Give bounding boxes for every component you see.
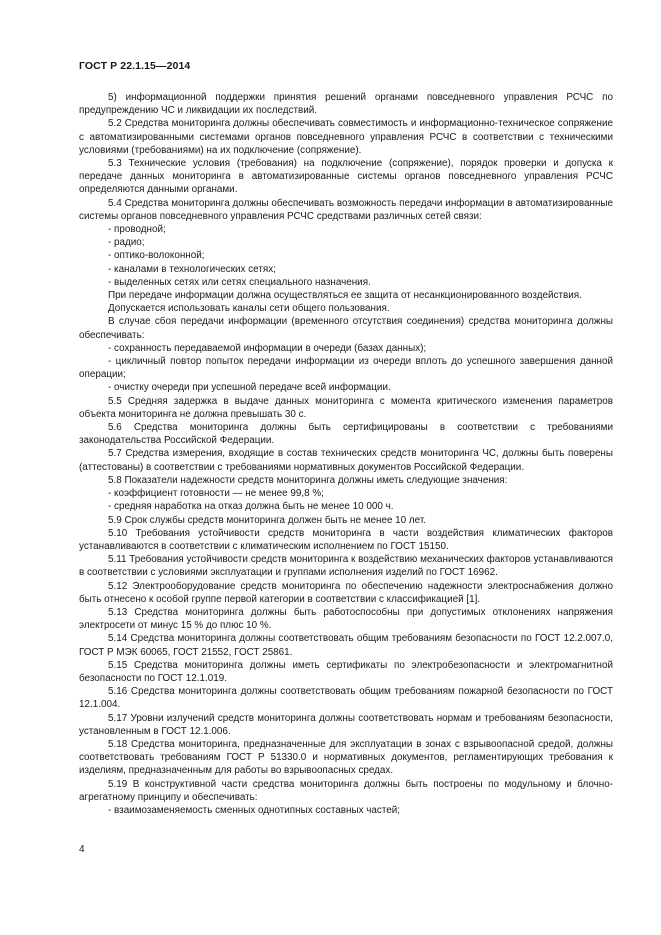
paragraph-5-9: 5.9 Срок службы средств мониторинга должен быть не менее 10 лет. — [108, 514, 426, 526]
paragraph-5-13: 5.13 Средства мониторинга должны быть работоспособны при допустимых отклонениях напряжения электросети от минус 15 % до плюс 10 %. — [79, 606, 613, 632]
document-body — [79, 91, 613, 817]
list-item: - проводной; — [108, 224, 166, 236]
list-item: - взаимозаменяемость сменных однотипных составных частей; — [108, 804, 400, 816]
paragraph-5-5: 5.5 Средняя задержка в выдаче данных мониторинга с момента критического изменения параметров объекта мониторинга не должна превышать 30 с. — [79, 395, 613, 420]
list-item: - сохранность передаваемой информации в очереди (базах данных); — [108, 342, 427, 354]
list-item: - средняя наработка на отказ должна быть не менее 10 000 ч. — [108, 501, 394, 513]
list-item: - каналами в технологических сетях; — [108, 263, 276, 275]
list-item: - цикличный повтор попыток передачи информации из очереди вплоть до успешного завершения данной операции; — [79, 356, 613, 381]
document-header: ГОСТ Р 22.1.15—2014 — [79, 60, 191, 72]
paragraph-protection: При передаче информации должна осуществляться ее защита от несанкционированного воздействия. — [108, 290, 582, 302]
paragraph-item-5: 5) информационной поддержки принятия решений органами повседневного управления РСЧС по предупреждению ЧС и ликвидации их последствий. — [79, 92, 613, 117]
paragraph-5-14: 5.14 Средства мониторинга должны соответствовать общим требованиям безопасности по ГОСТ 12.2.007.0, ГОСТ Р МЭК 60065, ГОСТ 21552, ГОСТ 25861. — [79, 633, 613, 658]
paragraph-5-6: 5.6 Средства мониторинга должны быть сертифицированы в соответствии с требованиями законодательства Российской Федерации. — [79, 422, 613, 447]
page-number: 4 — [79, 844, 85, 855]
list-item: - выделенных сетях или сетях специального назначения. — [108, 276, 371, 288]
paragraph-5-11: 5.11 Требования устойчивости средств мониторинга к воздействию механических факторов устанавливаются в соответствии с условиями эксплуатации и группами исполнения изделий по ГОСТ 16962. — [79, 554, 613, 579]
paragraph-5-10: 5.10 Требования устойчивости средств мониторинга в части воздействия климатических факторов устанавливаются в соответствии с климатическим исполнением по ГОСТ 15150. — [79, 527, 613, 552]
list-item: - оптико-волоконной; — [108, 250, 205, 262]
list-item: - очистку очереди при успешной передаче всей информации. — [108, 382, 391, 394]
paragraph-5-2: 5.2 Средства мониторинга должны обеспечивать совместимость и информационно-техническое сопряжение с автоматизированными системами органов повседневного управления РСЧС в соответствии с техническими условиями (требованиями) на их подключение (сопряжение). — [79, 118, 613, 156]
paragraph-5-3: 5.3 Технические условия (требования) на подключение (сопряжение), порядок проверки и допуска к передаче данных мониторинга в автоматизированные системы органов повседневного управления РСЧС определяются данными органами. — [79, 158, 613, 196]
paragraph-public-channels: Допускается использовать каналы сети общего пользования. — [108, 303, 390, 315]
list-item: - радио; — [108, 237, 145, 249]
paragraph-5-4: 5.4 Средства мониторинга должны обеспечивать возможность передачи информации в автоматизированные системы органов повседневного управления РСЧС средствами различных сетей связи: — [79, 197, 613, 222]
paragraph-5-16: 5.16 Средства мониторинга должны соответствовать общим требованиям пожарной безопасности по ГОСТ 12.1.004. — [79, 686, 613, 711]
paragraph-5-18: 5.18 Средства мониторинга, предназначенные для эксплуатации в зонах с взрывоопасной средой, должны соответствовать требованиям ГОСТ Р 51330.0 и нормативных документов, регламентирующих требования к изделиям, предназначенным для работы во взрывоопасных средах. — [79, 738, 613, 777]
paragraph-5-17: 5.17 Уровни излучений средств мониторинга должны соответствовать нормам и требованиям безопасности, установленным в ГОСТ 12.1.006. — [79, 712, 613, 737]
list-item: - коэффициент готовности — не менее 99,8 %; — [108, 488, 324, 500]
paragraph-5-12: 5.12 Электрооборудование средств мониторинга по обеспечению надежности электроснабжения должно быть отнесено к особой группе первой категории в соответствии с классификацией [1]. — [79, 580, 613, 605]
paragraph-5-8: 5.8 Показатели надежности средств мониторинга должны иметь следующие значения: — [108, 474, 508, 486]
paragraph-failure: В случае сбоя передачи информации (временного отсутствия соединения) средства мониторинга должны обеспечивать: — [79, 316, 613, 341]
paragraph-5-19: 5.19 В конструктивной части средства мониторинга должны быть построены по модульному и блочно-агрегатному принципу и обеспечивать: — [79, 778, 613, 803]
paragraph-5-7: 5.7 Средства измерения, входящие в состав технических средств мониторинга ЧС, должны быть поверены (аттестованы) в соответствии с требованиями нормативных документов Российской Федерации. — [79, 448, 613, 473]
paragraph-5-15: 5.15 Средства мониторинга должны иметь сертификаты по электробезопасности и электромагнитной безопасности по ГОСТ 12.1.019. — [79, 659, 613, 684]
